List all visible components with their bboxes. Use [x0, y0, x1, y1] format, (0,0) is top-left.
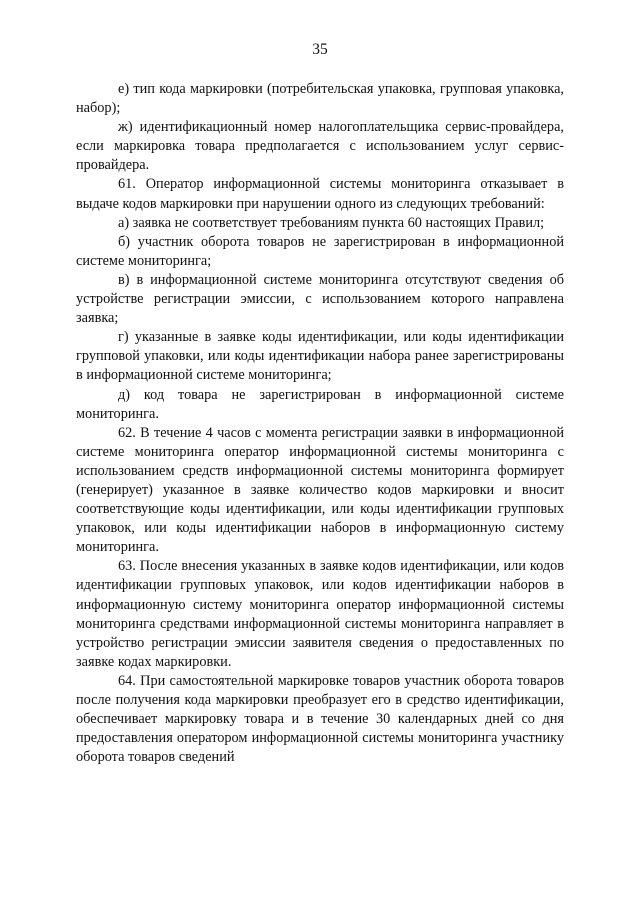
paragraph-item-d: д) код товара не зарегистрирован в информационной системе мониторинга. — [76, 386, 564, 422]
paragraph-item-a: а) заявка не соответствует требованиям пункта 60 настоящих Правил; — [118, 214, 545, 231]
paragraph-item-b: б) участник оборота товаров не зарегистрирован в информационной системе мониторинга; — [76, 233, 564, 269]
paragraph-item-zh: ж) идентификационный номер налогоплательщика сервис-провайдера, если маркировка товара предполагается с использованием услуг сервис-провайдера. — [76, 119, 564, 174]
paragraph-clause-61: 61. Оператор информационной системы мониторинга отказывает в выдаче кодов маркировки при нарушении одного из следующих требований: — [76, 176, 564, 212]
paragraph-item-g: г) указанные в заявке коды идентификации, или коды идентификации групповой упаковки, или коды идентификации набора ранее зарегистрированы в информационной системе мониторинга; — [76, 329, 564, 384]
paragraph-clause-63: 63. После внесения указанных в заявке кодов идентификации, или кодов идентификации групповых упаковок, или кодов идентификации наборов в информационную систему мониторинга оператор информационной системы мониторинга средствами информационной системы мониторинга направляет в устройство регистрации эмиссии заявителя сведения о предоставленных по заявке кодах маркировки. — [76, 558, 564, 670]
page-number: 35 — [312, 41, 328, 58]
paragraph-clause-62: 62. В течение 4 часов с момента регистрации заявки в информационной системе мониторинга оператор информационной системы мониторинга с использованием средств информационной системы мониторинга формирует (генерирует) указанное в заявке количество кодов маркировки и вносит соответствующие коды идентификации, или коды идентификации групповых упаковок, или коды идентификации наборов в информационную систему мониторинга. — [76, 424, 564, 556]
paragraph-clause-64: 64. При самостоятельной маркировке товаров участник оборота товаров после получения кода маркировки преобразует его в средство идентификации, обеспечивает маркировку товара и в течение 30 календарных дней со дня предоставления оператором информационной системы мониторинга участнику оборота товаров сведений — [76, 672, 564, 766]
paragraph-item-e: е) тип кода маркировки (потребительская упаковка, групповая упаковка, набор); — [76, 81, 564, 117]
document-body — [76, 80, 564, 767]
paragraph-item-v: в) в информационной системе мониторинга отсутствуют сведения об устройстве регистрации эмиссии, с использованием которого направлена заявка; — [76, 271, 564, 327]
